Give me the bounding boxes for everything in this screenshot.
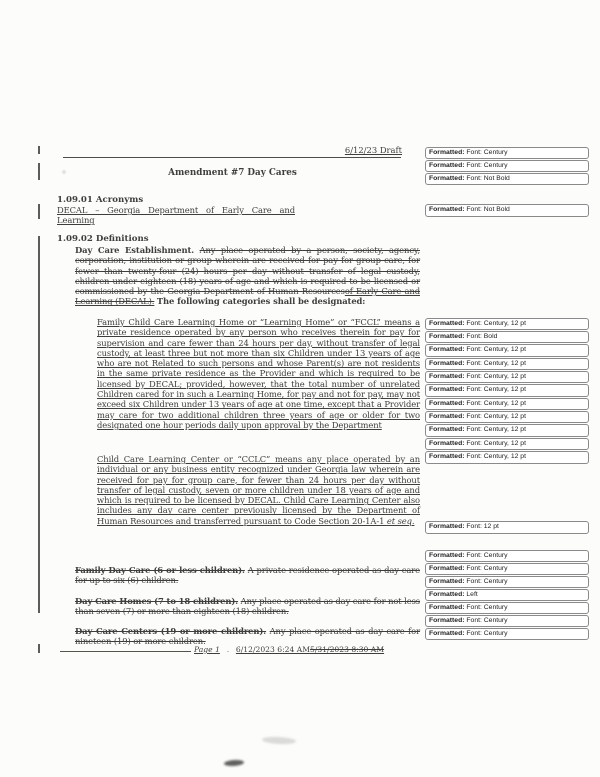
draft-date-text: 6/12/23 Draft [344, 145, 402, 155]
comment-text: Font: Century, 12 pt [464, 386, 526, 394]
comment-prefix: Formatted: [429, 616, 465, 624]
acronym-entry-text: DECAL – Georgia Department of Early Care and Learning [57, 205, 295, 226]
comment-text: Left [464, 590, 478, 598]
formatted-comment[interactable] [425, 411, 589, 424]
change-bar [38, 204, 40, 219]
comment-text: Font: Century, 12 pt [464, 399, 526, 407]
header-rule [63, 157, 401, 158]
formatted-comment[interactable] [425, 358, 589, 371]
comment-text: Font: Not Bold [464, 174, 510, 182]
comment-prefix: Formatted: [429, 412, 465, 420]
comment-prefix: Formatted: [429, 629, 465, 637]
formatted-comment[interactable] [425, 451, 589, 464]
change-bar [38, 163, 40, 180]
comment-text: Font: Century, 12 pt [464, 439, 526, 447]
formatted-comment[interactable] [425, 204, 589, 217]
page-number: Page 1 [194, 645, 220, 654]
comment-prefix: Formatted: [429, 399, 465, 407]
footer-separator: . [226, 645, 230, 654]
definition-day-care-homes [75, 596, 420, 617]
formatted-comment[interactable] [425, 424, 589, 437]
definition-term: Day Care Establishment. [75, 245, 195, 255]
comment-text: Font: Bold [464, 332, 498, 340]
formatted-comment[interactable] [425, 589, 589, 602]
comment-text: Font: Century [464, 148, 508, 156]
definition-family-day-care [75, 565, 420, 586]
comment-prefix: Formatted: [429, 148, 465, 156]
scan-artifact [262, 736, 296, 745]
formatted-comment[interactable] [425, 550, 589, 563]
formatted-comment[interactable] [425, 628, 589, 641]
comment-prefix: Formatted: [429, 174, 465, 182]
footer-leader-line [60, 643, 191, 652]
acronyms-heading: 1.09.01 Acronyms [57, 195, 144, 205]
comment-text: Font: Century, 12 pt [464, 426, 526, 434]
deleted-inserted-text: of Early Care and Learning (DECAL). [75, 286, 420, 307]
formatted-comment[interactable] [425, 602, 589, 615]
deleted-term: Day Care Centers (19 or more children). [75, 626, 267, 636]
comment-prefix: Formatted: [429, 577, 465, 585]
scan-artifact [224, 759, 244, 766]
change-bar [38, 146, 40, 154]
formatted-comment[interactable] [425, 615, 589, 628]
deleted-term: Family Day Care (6 or less children). [75, 565, 245, 575]
comment-text: Font: Century, 12 pt [464, 359, 526, 367]
formatted-comment[interactable] [425, 576, 589, 589]
inserted-text: Child Care Learning Center or “CCLC” means any place operated by an individual or any business entity recognized under Georgia law wherein are received for pay for group care, for fewer than 24 hours per day without transfer of legal custody, seven or more children under 18 years of age and which is required to be licensed by DECAL. Child Care Learning Center also includes any day care center previously licensed by the Department of Human Resources and transferred pursuant to Code Section 20-1A-1 [97, 454, 420, 526]
comment-prefix: Formatted: [429, 372, 465, 380]
comment-text: Font: Century [464, 603, 508, 611]
comment-prefix: Formatted: [429, 603, 465, 611]
comment-prefix: Formatted: [429, 564, 465, 572]
comment-prefix: Formatted: [429, 359, 465, 367]
deleted-term: Day Care Homes (7 to 18 children). [75, 596, 239, 606]
formatted-comment[interactable] [425, 344, 589, 357]
comment-text: Font: Century [464, 564, 508, 572]
comment-group-fccl [425, 0, 588, 777]
comment-prefix: Formatted: [429, 439, 465, 447]
definitions-heading: 1.09.02 Definitions [57, 234, 149, 244]
change-bar [38, 236, 40, 613]
comment-text: Font: Not Bold [464, 206, 510, 213]
comment-text: Font: Century, 12 pt [464, 412, 526, 420]
comment-text: Font: Century, 12 pt [464, 319, 526, 327]
footer-timestamp-current: 6/12/2023 6:24 AM [235, 645, 310, 654]
inserted-text: Family Child Care Learning Home or “Learning Home” or “FCCL” means a private residence operated by any person who receives therein for pay for supervision and care fewer than 24 hours per day, without transfer of legal custody, at least three but not more than six Children under 13 years of age who are not Related to such persons and whose Parent(s) are not residents in the same private residence as the Provider and which is required to be licensed by DECAL; provided, however, that the total number of unrelated Children cared for in such a Learning Home, for pay and not for pay, may not exceed six Children under 13 years of age at one time, except that a Provider may care for two additional children three years of age or older for two designated one hour periods daily upon approval by the Department [97, 317, 420, 430]
deleted-text: Any place operated by a person, society, agency, corporation, institution or group wherein are received for pay for group care, for fewer than twenty-four (24) hours per day without transfer of legal custody, children under eighteen (18) years of age and which is required to be licensed or commissioned by the Georgia Department of Human Resources [75, 245, 421, 297]
deleted-text: A private residence operated as day care for up to six (6) children. [75, 565, 420, 586]
citation-et-seq: et seq. [386, 515, 415, 526]
deleted-text: Any place operated as day care for nineteen (19) or more children. [75, 626, 421, 647]
formatted-comment[interactable] [425, 438, 589, 451]
comment-text: Font: 12 pt [464, 523, 499, 530]
definition-cclc [97, 454, 420, 526]
comment-prefix: Formatted: [429, 161, 465, 169]
comment-text: Font: Century [464, 551, 508, 559]
comment-text: Font: Century, 12 pt [464, 453, 526, 460]
change-bar [38, 644, 40, 653]
comment-text: Font: Century, 12 pt [464, 372, 526, 380]
formatted-comment[interactable] [425, 160, 589, 173]
comment-text: Font: Century [464, 616, 508, 624]
footer-timestamp-deleted: 5/31/2023 8:30 AM [309, 645, 385, 654]
formatted-comment[interactable] [425, 384, 589, 397]
deleted-text: Any place operated as day care for not less than seven (7) or more than eighteen (18) children. [75, 596, 420, 617]
scan-artifact [63, 171, 65, 173]
comment-prefix: Formatted: [429, 426, 465, 434]
formatted-comment[interactable] [425, 173, 589, 186]
formatted-comment[interactable] [425, 147, 589, 160]
formatted-comment[interactable] [425, 563, 589, 576]
acronym-entry [57, 205, 295, 226]
comment-prefix: Formatted: [429, 346, 465, 354]
comment-text: Font: Century [464, 161, 508, 169]
comment-prefix: Formatted: [429, 523, 465, 530]
comment-prefix: Formatted: [429, 590, 465, 598]
comment-prefix: Formatted: [429, 551, 465, 559]
comment-text: Font: Century, 12 pt [464, 346, 526, 354]
formatted-comment[interactable] [425, 521, 589, 534]
page-title: Amendment #7 Day Cares [168, 168, 297, 178]
comment-prefix: Formatted: [429, 453, 465, 460]
comment-text: Font: Century [464, 629, 508, 637]
formatted-comment[interactable] [425, 318, 589, 331]
comment-prefix: Formatted: [429, 386, 465, 394]
definition-fccl [97, 317, 420, 430]
draft-date-label [250, 145, 402, 155]
formatted-comment[interactable] [425, 398, 589, 411]
comment-prefix: Formatted: [429, 332, 465, 340]
comment-prefix: Formatted: [429, 206, 465, 213]
definition-establishment [75, 245, 420, 307]
formatted-comment[interactable] [425, 331, 589, 344]
page-footer [60, 643, 432, 654]
categories-lead-in: The following categories shall be designated: [156, 296, 366, 307]
comment-text: Font: Century [464, 577, 508, 585]
formatted-comment[interactable] [425, 371, 589, 384]
comment-prefix: Formatted: [429, 319, 465, 327]
